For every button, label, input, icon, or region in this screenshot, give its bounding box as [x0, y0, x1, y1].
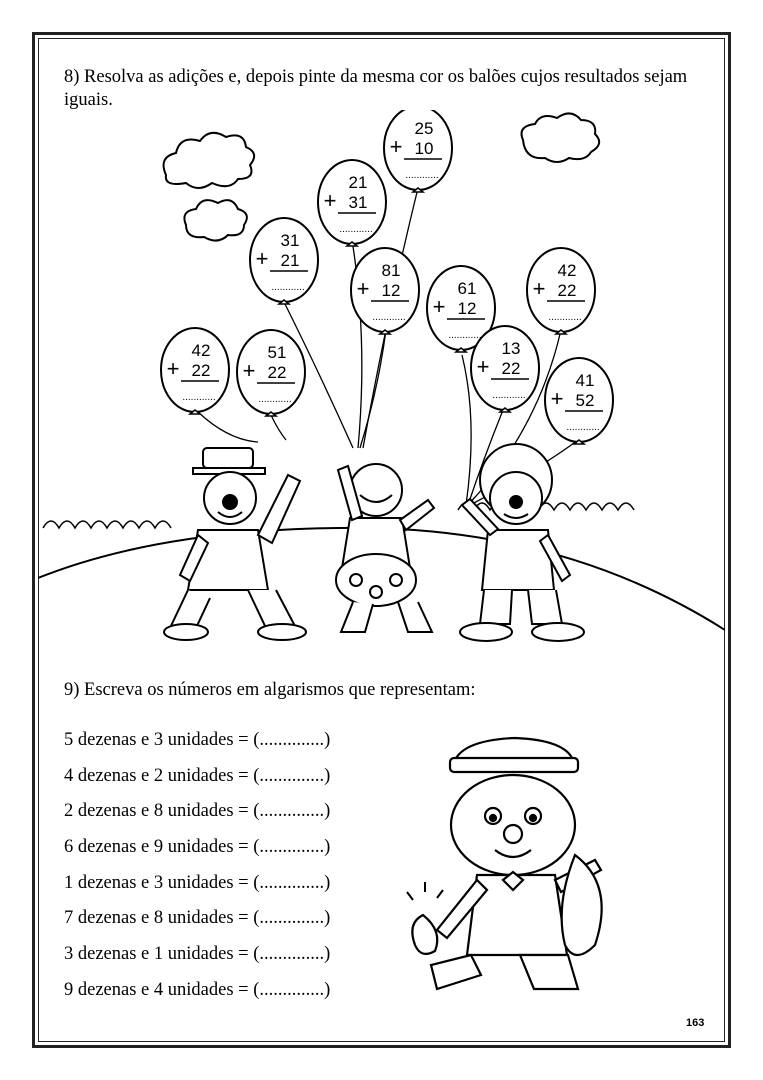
balloon-addend-top: 51 — [267, 343, 287, 362]
balloon — [318, 160, 386, 246]
list-item: 3 dezenas e 1 unidades = (..............) — [64, 944, 331, 965]
clowns-balloons-illustration — [38, 110, 725, 655]
question-8-text: 8) Resolva as adições e, depois pinte da mesma cor os balões cujos resultados sejam iguais. — [64, 67, 688, 110]
balloon-addend-bottom: 12 — [457, 299, 477, 318]
question-9-text: 9) Escreva os números em algarismos que representam: — [64, 680, 476, 700]
clown-left-illustration — [164, 448, 306, 640]
balloon-answer-blank: ............ — [339, 224, 373, 235]
balloon-addend-top: 31 — [280, 231, 300, 250]
page-number: 163 — [686, 1017, 705, 1029]
plus-sign: + — [532, 276, 546, 301]
balloon-addend-bottom: 10 — [414, 139, 434, 158]
balloon-addend-bottom: 22 — [557, 281, 577, 300]
balloon-answer-blank: ............ — [492, 390, 526, 401]
balloon-addend-bottom: 22 — [191, 361, 211, 380]
plus-sign: + — [166, 356, 180, 381]
list-item: 9 dezenas e 4 unidades = (..............) — [64, 979, 331, 1000]
plus-sign: + — [389, 134, 403, 159]
balloon — [384, 110, 452, 192]
balloon-answer-blank: ............ — [271, 282, 305, 293]
plus-sign: + — [432, 294, 446, 319]
balloon-answer-blank: ............ — [182, 392, 216, 403]
list-item: 1 dezenas e 3 unidades = (..............) — [64, 872, 331, 893]
balloon-addend-top: 21 — [348, 173, 368, 192]
balloon — [545, 358, 613, 444]
balloon-answer-blank: ............ — [548, 312, 582, 323]
balloon-answer-blank: ............ — [566, 422, 600, 433]
balloon-addend-top: 41 — [575, 371, 595, 390]
balloon-addend-top: 25 — [414, 119, 434, 138]
clown-with-bag-illustration — [395, 730, 635, 1000]
balloon-addend-bottom: 31 — [348, 193, 368, 212]
balloon-addend-bottom: 52 — [575, 391, 595, 410]
plus-sign: + — [242, 358, 256, 383]
balloon-addend-top: 42 — [191, 341, 211, 360]
balloon — [527, 248, 595, 334]
list-item: 2 dezenas e 8 unidades = (..............) — [64, 801, 331, 822]
list-item: 7 dezenas e 8 unidades = (..............) — [64, 908, 331, 929]
list-item: 4 dezenas e 2 unidades = (..............) — [64, 765, 331, 786]
balloon-addend-top: 61 — [457, 279, 477, 298]
balloon-addend-bottom: 12 — [381, 281, 401, 300]
plus-sign: + — [255, 246, 269, 271]
balloon-answer-blank: ............ — [405, 170, 439, 181]
plus-sign: + — [550, 386, 564, 411]
balloon-addend-top: 42 — [557, 261, 577, 280]
plus-sign: + — [356, 276, 370, 301]
balloon-addend-bottom: 21 — [280, 251, 300, 270]
balloon-answer-blank: ............ — [372, 312, 406, 323]
bushes — [43, 503, 634, 528]
balloon — [351, 248, 419, 334]
exercise-list — [64, 728, 330, 1014]
balloon-addend-bottom: 22 — [501, 359, 521, 378]
balloon-addend-top: 81 — [381, 261, 401, 280]
plus-sign: + — [476, 354, 490, 379]
balloon — [237, 330, 305, 416]
balloon — [161, 328, 229, 414]
balloon — [250, 218, 318, 304]
list-item: 6 dezenas e 9 unidades = (..............) — [64, 837, 331, 858]
balloon-answer-blank: ............ — [258, 394, 292, 405]
balloon-addend-bottom: 22 — [267, 363, 287, 382]
list-item: 5 dezenas e 3 unidades = (..............) — [64, 730, 331, 750]
plus-sign: + — [323, 188, 337, 213]
balloon — [471, 326, 539, 412]
clown-middle-illustration — [336, 464, 434, 632]
balloon-answer-blank: ............ — [448, 330, 482, 341]
balloon-addend-top: 13 — [501, 339, 521, 358]
